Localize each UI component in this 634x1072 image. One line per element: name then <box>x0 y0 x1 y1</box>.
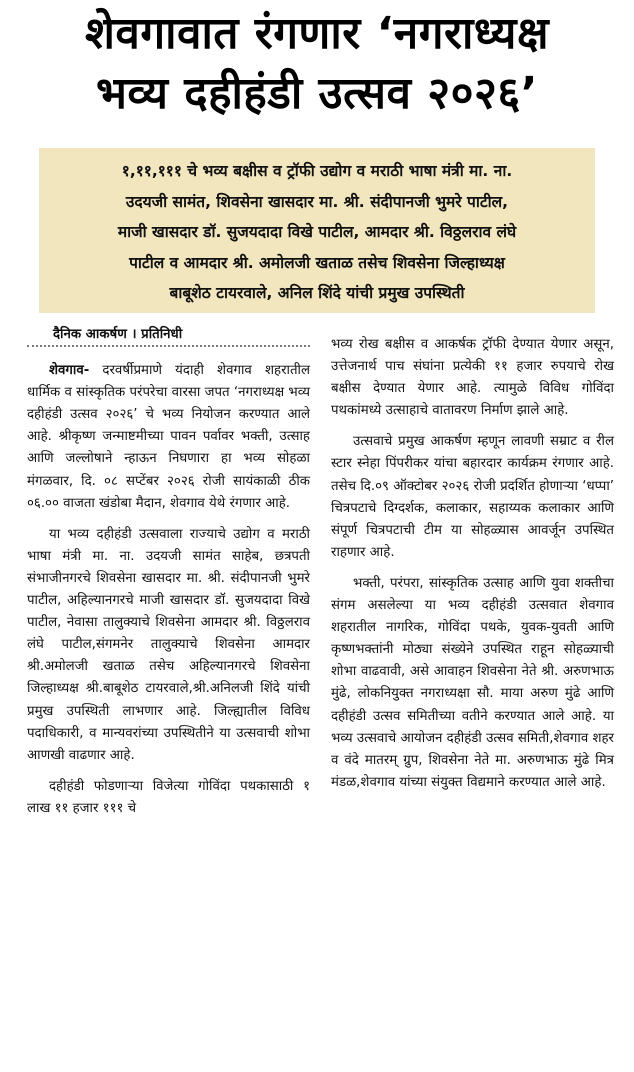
summary-line: उदयजी सामंत, शिवसेना खासदार मा. श्री. संदीपानजी भुमरे पाटील, <box>125 192 509 211</box>
article-paragraph: या भव्य दहीहंडी उत्सवाला राज्याचे उद्योग व मराठी भाषा मंत्री मा. ना. उदयजी सामंत साहेब, छत्रपती संभाजीनगरचे शिवसेना खासदार मा. श्री. संदीपानजी भुमरे पाटील, अहिल्यानगरचे माजी खासदार डॉ. सुजयदादा विखे पाटील, नेवासा तालुक्याचे शिवसेना आमदार श्री. विठ्ठलराव लंघे पाटील,संगमनेर तालुक्याचे शिवसेना आमदार श्री.अमोलजी खताळ तसेच अहिल्यानगरचे शिवसेना जिल्हाध्यक्ष श्री.बाबूशेठ टायरवाले,श्री.अनिलजी शिंदे यांची प्रमुख उपस्थिती लाभणार आहे. जिल्ह्यातील विविध पदाधिकारी, व मान्यवरांच्या उपस्थितीने या उत्सवाची शोभा आणखी वाढणार आहे. <box>27 526 310 763</box>
article-column-right <box>331 334 614 803</box>
summary-line: पाटील व आमदार श्री. अमोलजी खताळ तसेच शिवसेना जिल्हाध्यक्ष <box>129 253 505 272</box>
headline-line-1: शेवगावात रंगणार ‘नगराध्यक्ष <box>84 8 549 59</box>
byline-divider <box>27 345 310 347</box>
summary-line: माजी खासदार डॉ. सुजयदादा विखे पाटील, आमदार श्री. विठ्ठलराव लंघे <box>117 223 517 241</box>
article-paragraph: भक्ती, परंपरा, सांस्कृतिक उत्साह आणि युवा शक्तीचा संगम असलेल्या या भव्य दहीहंडी उत्सवात शेवगाव शहरातील नागरिक, गोविंदा पथके, युवक-युवती आणि कृष्णभक्तांनी मोठ्या संख्येने उपस्थित राहून सोहळ्याची शोभा वाढवावी, असे आवाहन शिवसेना नेते श्री. अरुणभाऊ मुंढे, लोकनियुक्त नगराध्यक्षा सौ. माया अरुण मुंढे आणि दहीहंडी उत्सव समितीच्या वतीने करण्यात आले आहे. या भव्य उत्सवाचे आयोजन दहीहंडी उत्सव समिती,शेवगाव शहर व वंदे मातरम् ग्रुप, शिवसेना नेते मा. अरुणभाऊ मुंढे मित्र मंडळ,शेवगाव यांच्या संयुक्त विद्यमाने करण्यात आले आहे. <box>331 575 614 790</box>
summary-box <box>39 148 595 313</box>
article-column-left <box>27 324 310 829</box>
article-paragraph: उत्सवाचे प्रमुख आकर्षण म्हणून लावणी सम्राट व रील स्टार स्नेहा पिंपरीकर यांचा बहारदार कार्यक्रम रंगणार आहे. तसेच दि.०९ ऑक्टोबर २०२६ रोजी प्रदर्शित होणाऱ्या ‘धप्पा’ चित्रपटाचे दिग्दर्शक, कलाकार, सहाय्यक कलाकार आणि संपूर्ण चित्रपटाची टीम या सोहळ्यास आवर्जून उपस्थित राहणार आहे. <box>331 434 614 560</box>
article-paragraph-text: दरवर्षीप्रमाणे यंदाही शेवगाव शहरातील धार्मिक व सांस्कृतिक परंपरेचा वारसा जपत ‘नगराध्यक्ष भव्य दहीहंडी उत्सव २०२६’ चे भव्य नियोजन करण्यात आले आहे. श्रीकृष्ण जन्माष्टमीच्या पावन पर्वावर भक्ती, उत्साह आणि जल्लोषाने न्हाऊन निघणारा हा भव्य सोहळा मंगळवार, दि. ०८ सप्टेंबर २०२६ रोजी सायंकाळी ठीक ०६.०० वाजता खंडोबा मैदान, शेवगाव येथे रंगणार आहे. <box>27 363 310 511</box>
headline-line-2: भव्य दहीहंडी उत्सव २०२६’ <box>95 68 539 119</box>
summary-line: १,११,१११ चे भव्य बक्षीस व ट्रॉफी उद्योग व मराठी भाषा मंत्री मा. ना. <box>121 162 513 180</box>
article-paragraph: भव्य रोख बक्षीस व आकर्षक ट्रॉफी देण्यात येणार असून, उत्तेजनार्थ पाच संघांना प्रत्येकी ११ हजार रुपयाचे रोख बक्षीस देण्यात येणार आहे. त्यामुळे विविध गोविंदा पथकांमध्ये उत्साहाचे वातावरण निर्माण झाले आहे. <box>331 337 614 419</box>
headline <box>0 4 634 124</box>
byline: दैनिक आकर्षण । प्रतिनिधी <box>53 327 183 342</box>
dateline-place: शेवगाव- <box>49 363 90 379</box>
article-paragraph <box>27 360 310 515</box>
article-paragraph: दहीहंडी फोडणाऱ्या विजेत्या गोविंदा पथकासाठी १ लाख ११ हजार १११ चे <box>27 778 310 816</box>
summary-line: बाबूशेठ टायरवाले, अनिल शिंदे यांची प्रमुख उपस्थिती <box>169 284 465 302</box>
